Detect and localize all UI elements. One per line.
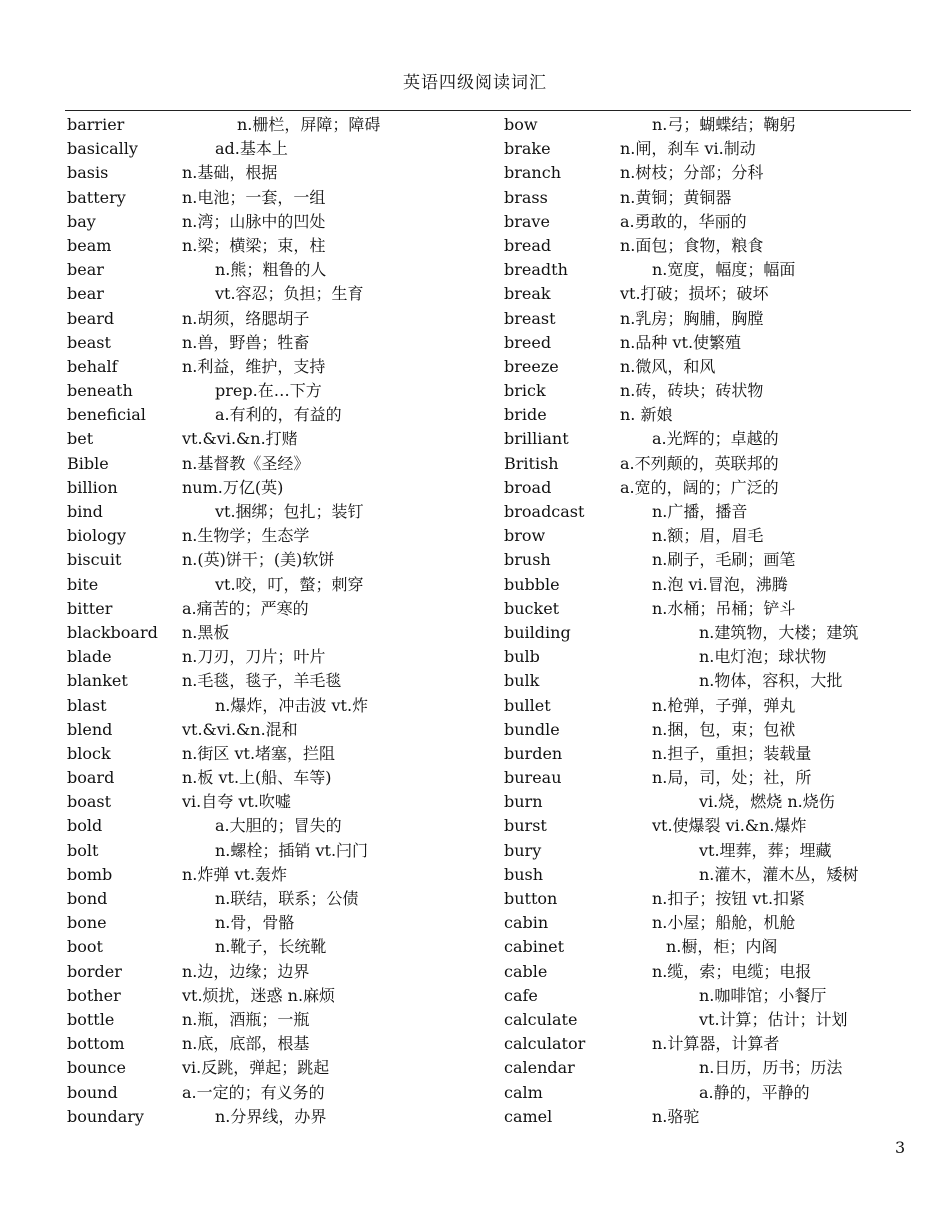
vocab-entry bbox=[504, 887, 914, 911]
vocab-entry bbox=[67, 379, 487, 403]
vocab-entry bbox=[504, 718, 914, 742]
vocab-word: bet bbox=[67, 429, 94, 449]
vocab-definition: n.品种 vt.使繁殖 bbox=[620, 332, 742, 352]
vocab-entry bbox=[504, 814, 914, 838]
vocab-definition: n.额；眉，眉毛 bbox=[652, 526, 764, 546]
vocab-definition: n.黄铜；黄铜器 bbox=[620, 187, 732, 207]
vocab-definition: n.扣子；按钮 vt.扣紧 bbox=[652, 889, 806, 908]
vocab-entry bbox=[504, 307, 914, 331]
vocab-entry bbox=[504, 161, 914, 185]
vocab-definition: vt.捆绑；包扎；装钉 bbox=[215, 502, 364, 521]
vocab-entry bbox=[67, 911, 487, 935]
vocab-word: bulk bbox=[504, 671, 540, 691]
vocab-definition: n.边，边缘；边界 bbox=[182, 961, 310, 981]
vocab-word: calendar bbox=[504, 1058, 575, 1078]
vocab-definition: n.局，司，处；社，所 bbox=[652, 768, 812, 788]
vocab-definition: n.湾；山脉中的凹处 bbox=[182, 211, 326, 231]
vocab-entry bbox=[67, 669, 487, 693]
vocab-word: bone bbox=[67, 913, 107, 933]
vocab-word: cabinet bbox=[504, 937, 565, 957]
vocab-definition: n.瓶，酒瓶；一瓶 bbox=[182, 1009, 310, 1029]
vocab-entry bbox=[504, 839, 914, 863]
vocab-word: brave bbox=[504, 211, 550, 231]
vocab-word: calm bbox=[504, 1082, 543, 1102]
vocab-entry bbox=[67, 161, 487, 185]
vocab-entry bbox=[67, 1008, 487, 1032]
vocab-word: beard bbox=[67, 308, 115, 328]
vocab-entry bbox=[504, 960, 914, 984]
vocab-word: board bbox=[67, 768, 115, 788]
vocab-word: breadth bbox=[504, 260, 568, 280]
vocab-definition: n.捆，包，束；包袱 bbox=[652, 719, 796, 739]
vocab-definition: vi.自夸 vt.吹嘘 bbox=[182, 792, 291, 812]
vocab-definition: a.不列颠的，英联邦的 bbox=[620, 453, 779, 473]
vocab-word: basically bbox=[67, 139, 138, 159]
vocab-definition: n.靴子，长统靴 bbox=[215, 937, 327, 957]
vocab-entry bbox=[504, 500, 914, 524]
vocab-word: blanket bbox=[67, 671, 128, 691]
vocab-definition: vt.计算；估计；计划 bbox=[699, 1009, 848, 1029]
vocab-word: Bible bbox=[67, 453, 109, 473]
vocab-definition: n.缆，索；电缆；电报 bbox=[652, 961, 812, 981]
vocab-word: bucket bbox=[504, 598, 560, 618]
vocab-entry bbox=[504, 476, 914, 500]
vocab-word: cable bbox=[504, 961, 548, 981]
page-title: 英语四级阅读词汇 bbox=[403, 73, 547, 93]
vocab-word: billion bbox=[67, 477, 118, 497]
vocab-word: boast bbox=[67, 792, 112, 812]
vocab-entry bbox=[67, 814, 487, 838]
vocab-word: bow bbox=[504, 115, 538, 134]
vocab-word: bounce bbox=[67, 1058, 126, 1078]
vocab-word: break bbox=[504, 284, 551, 304]
vocab-entry bbox=[67, 427, 487, 451]
vocab-word: bite bbox=[67, 574, 99, 594]
vocab-word: bomb bbox=[67, 864, 113, 884]
vocab-entry bbox=[504, 137, 914, 161]
vocab-definition: vt.容忍；负担；生育 bbox=[215, 284, 364, 304]
vocab-entry bbox=[504, 597, 914, 621]
vocab-definition: a.一定的；有义务的 bbox=[182, 1082, 325, 1102]
vocab-entry bbox=[67, 282, 487, 306]
vocab-word: block bbox=[67, 743, 111, 763]
vocab-word: bottle bbox=[67, 1009, 115, 1029]
vocab-definition: vt.打破；损坏；破坏 bbox=[620, 284, 769, 304]
vocab-definition: n. 新娘 bbox=[620, 405, 673, 425]
vocab-word: beneath bbox=[67, 381, 133, 401]
vocab-entry bbox=[67, 1056, 487, 1080]
vocab-entry bbox=[504, 258, 914, 282]
vocab-definition: num.万亿(英) bbox=[182, 477, 284, 497]
vocab-definition: vi.反跳，弹起；跳起 bbox=[182, 1058, 330, 1078]
vocab-definition: n.闸，刹车 vi.制动 bbox=[620, 139, 756, 159]
vocab-word: border bbox=[67, 961, 122, 981]
vocab-entry bbox=[504, 694, 914, 718]
vocab-entry bbox=[504, 863, 914, 887]
vocab-definition: n.电池；一套，一组 bbox=[182, 187, 326, 207]
vocab-word: bound bbox=[67, 1082, 118, 1102]
vocab-entry bbox=[67, 307, 487, 331]
vocab-word: behalf bbox=[67, 356, 118, 376]
vocab-word: bullet bbox=[504, 695, 551, 715]
vocab-definition: n.咖啡馆；小餐厅 bbox=[699, 985, 827, 1005]
vocab-word: calculate bbox=[504, 1009, 578, 1029]
vocab-word: broad bbox=[504, 477, 552, 497]
vocab-word: British bbox=[504, 453, 559, 473]
vocab-entry bbox=[504, 1008, 914, 1032]
vocab-definition: a.勇敢的，华丽的 bbox=[620, 211, 747, 231]
vocab-word: beast bbox=[67, 332, 111, 352]
vocab-entry bbox=[67, 452, 487, 476]
vocab-entry bbox=[504, 790, 914, 814]
vocab-definition: n.刷子，毛刷；画笔 bbox=[652, 550, 796, 570]
vocab-word: breed bbox=[504, 332, 552, 352]
vocab-entry bbox=[67, 258, 487, 282]
vocab-word: breast bbox=[504, 308, 556, 328]
vocab-definition: n.底，底部，根基 bbox=[182, 1034, 310, 1054]
vocab-entry bbox=[504, 403, 914, 427]
vocab-definition: n.基础，根据 bbox=[182, 163, 278, 183]
vocab-entry bbox=[67, 210, 487, 234]
vocab-entry bbox=[67, 863, 487, 887]
vocab-word: blackboard bbox=[67, 622, 158, 642]
vocab-word: brake bbox=[504, 139, 551, 159]
vocab-word: bride bbox=[504, 405, 547, 425]
vocab-word: calculator bbox=[504, 1034, 586, 1054]
vocab-definition: n.砖，砖块；砖状物 bbox=[620, 381, 764, 401]
vocab-entry bbox=[67, 548, 487, 572]
vocab-definition: n.生物学；生态学 bbox=[182, 526, 310, 546]
vocab-entry bbox=[504, 210, 914, 234]
vocab-entry bbox=[67, 1032, 487, 1056]
vocab-definition: n.计算器，计算者 bbox=[652, 1034, 780, 1054]
vocab-word: bold bbox=[67, 816, 103, 836]
vocab-definition: n.胡须，络腮胡子 bbox=[182, 308, 310, 328]
vocab-definition: n.建筑物，大楼；建筑 bbox=[699, 622, 859, 642]
vocab-definition: n.熊；粗鲁的人 bbox=[215, 260, 327, 280]
vocab-word: boundary bbox=[67, 1106, 144, 1126]
vocab-word: brass bbox=[504, 187, 548, 207]
vocab-definition: n.炸弹 vt.轰炸 bbox=[182, 864, 288, 884]
vocab-word: bind bbox=[67, 502, 103, 521]
vocab-entry bbox=[504, 186, 914, 210]
vocab-entry bbox=[504, 234, 914, 258]
vocab-entry bbox=[504, 548, 914, 572]
vocab-entry bbox=[504, 355, 914, 379]
vocab-definition: a.宽的，阔的；广泛的 bbox=[620, 477, 779, 497]
right-column bbox=[504, 113, 914, 1129]
vocab-entry bbox=[67, 1105, 487, 1129]
vocab-definition: vt.烦扰，迷惑 n.麻烦 bbox=[182, 985, 336, 1005]
vocab-entry bbox=[67, 935, 487, 959]
vocab-word: beneficial bbox=[67, 405, 146, 425]
vocab-entry bbox=[504, 621, 914, 645]
vocab-word: brush bbox=[504, 550, 551, 570]
vocab-entry bbox=[67, 645, 487, 669]
vocab-entry bbox=[67, 403, 487, 427]
vocab-word: bother bbox=[67, 985, 121, 1005]
vocab-entry bbox=[67, 331, 487, 355]
vocab-entry bbox=[67, 742, 487, 766]
vocab-entry bbox=[504, 935, 914, 959]
vocab-definition: ad.基本上 bbox=[215, 139, 288, 159]
vocab-entry bbox=[67, 887, 487, 911]
vocab-entry bbox=[504, 1056, 914, 1080]
vocab-entry bbox=[504, 984, 914, 1008]
vocab-definition: n.树枝；分部；分科 bbox=[620, 163, 764, 183]
vocab-definition: a.有利的，有益的 bbox=[215, 405, 342, 425]
vocab-definition: n.面包；食物，粮食 bbox=[620, 235, 764, 255]
vocab-entry bbox=[67, 234, 487, 258]
vocab-entry bbox=[504, 113, 914, 137]
vocab-word: bulb bbox=[504, 647, 540, 667]
vocab-word: burn bbox=[504, 792, 543, 812]
vocab-word: bury bbox=[504, 840, 542, 860]
vocab-definition: n.水桶；吊桶；铲斗 bbox=[652, 598, 796, 618]
vocab-definition: n.街区 vt.堵塞，拦阻 bbox=[182, 743, 336, 763]
vocab-entry bbox=[504, 1105, 914, 1129]
vocab-word: beam bbox=[67, 235, 112, 255]
vocab-entry bbox=[504, 1032, 914, 1056]
vocab-definition: n.弓；蝴蝶结；鞠躬 bbox=[652, 115, 796, 134]
vocab-definition: n.爆炸，冲击波 vt.炸 bbox=[215, 695, 369, 715]
vocab-definition: n.黑板 bbox=[182, 622, 230, 642]
vocab-definition: n.广播，播音 bbox=[652, 502, 748, 521]
vocab-word: cafe bbox=[504, 985, 538, 1005]
vocab-word: blast bbox=[67, 695, 107, 715]
vocab-word: cabin bbox=[504, 913, 549, 933]
vocab-entry bbox=[504, 427, 914, 451]
vocab-entry bbox=[504, 379, 914, 403]
vocab-entry bbox=[67, 960, 487, 984]
vocab-definition: n.利益，维护，支持 bbox=[182, 356, 326, 376]
vocab-entry bbox=[504, 524, 914, 548]
vocab-word: basis bbox=[67, 163, 109, 183]
vocab-definition: n.电灯泡；球状物 bbox=[699, 647, 827, 667]
vocab-entry bbox=[67, 355, 487, 379]
vocab-entry bbox=[67, 718, 487, 742]
vocab-word: camel bbox=[504, 1106, 553, 1126]
vocab-word: bitter bbox=[67, 598, 113, 618]
vocab-word: bubble bbox=[504, 574, 560, 594]
vocab-definition: n.物体，容积，大批 bbox=[699, 671, 843, 691]
vocab-definition: n.骆驼 bbox=[652, 1106, 700, 1126]
vocab-definition: n.乳房；胸脯，胸膛 bbox=[620, 308, 764, 328]
vocab-definition: n.联结，联系；公债 bbox=[215, 889, 359, 908]
vocab-entry bbox=[67, 186, 487, 210]
vocab-definition: n.小屋；船舱，机舱 bbox=[652, 913, 796, 933]
vocab-definition: a.光辉的；卓越的 bbox=[652, 429, 779, 449]
vocab-word: building bbox=[504, 622, 571, 642]
vocab-entry bbox=[67, 1081, 487, 1105]
vocab-entry bbox=[67, 766, 487, 790]
vocab-entry bbox=[67, 524, 487, 548]
vocab-definition: n.毛毯，毯子，羊毛毯 bbox=[182, 671, 342, 691]
vocab-entry bbox=[67, 694, 487, 718]
vocab-entry bbox=[67, 500, 487, 524]
vocab-entry bbox=[67, 839, 487, 863]
vocab-definition: n.板 vt.上(船、车等) bbox=[182, 768, 332, 788]
vocab-definition: n.刀刃，刀片；叶片 bbox=[182, 647, 326, 667]
vocab-word: bread bbox=[504, 235, 552, 255]
vocab-word: bottom bbox=[67, 1034, 125, 1054]
vocab-entry bbox=[504, 573, 914, 597]
vocab-definition: vt.埋葬，葬；埋藏 bbox=[699, 840, 832, 860]
vocab-definition: n.担子，重担；装载量 bbox=[652, 743, 812, 763]
header-rule bbox=[65, 110, 911, 111]
vocab-entry bbox=[504, 452, 914, 476]
vocab-definition: n.微风，和风 bbox=[620, 356, 716, 376]
vocab-definition: n.兽，野兽；牲畜 bbox=[182, 332, 310, 352]
vocab-definition: n.(英)饼干；(美)软饼 bbox=[182, 550, 335, 570]
vocab-entry bbox=[504, 742, 914, 766]
vocab-word: blend bbox=[67, 719, 113, 739]
left-column bbox=[67, 113, 487, 1129]
vocab-definition: n.螺栓；插销 vt.闩门 bbox=[215, 840, 369, 860]
vocab-definition: n.灌木，灌木丛，矮树 bbox=[699, 864, 859, 884]
vocab-word: battery bbox=[67, 187, 126, 207]
vocab-definition: vt.&vi.&n.打赌 bbox=[182, 429, 298, 449]
vocab-word: biscuit bbox=[67, 550, 122, 570]
vocab-entry bbox=[67, 573, 487, 597]
vocab-entry bbox=[67, 790, 487, 814]
vocab-entry bbox=[67, 113, 487, 137]
vocab-definition: vi.烧，燃烧 n.烧伤 bbox=[699, 792, 835, 812]
vocab-word: burden bbox=[504, 743, 563, 763]
vocab-word: bay bbox=[67, 211, 96, 231]
vocab-entry bbox=[67, 621, 487, 645]
vocab-word: blade bbox=[67, 647, 112, 667]
vocab-word: branch bbox=[504, 163, 561, 183]
vocab-definition: n.泡 vi.冒泡，沸腾 bbox=[652, 574, 788, 594]
vocab-definition: n.梁；横梁；束，柱 bbox=[182, 235, 326, 255]
vocab-definition: vt.使爆裂 vi.&n.爆炸 bbox=[652, 816, 807, 836]
vocab-word: bear bbox=[67, 284, 104, 304]
vocab-word: biology bbox=[67, 526, 127, 546]
vocab-word: bush bbox=[504, 864, 544, 884]
vocab-definition: n.基督教《圣经》 bbox=[182, 453, 310, 473]
vocab-word: brow bbox=[504, 526, 546, 546]
page-number: 3 bbox=[895, 1138, 906, 1157]
vocab-entry bbox=[67, 476, 487, 500]
vocab-entry bbox=[504, 331, 914, 355]
vocab-definition: n.宽度，幅度；幅面 bbox=[652, 260, 796, 280]
vocab-entry bbox=[504, 1081, 914, 1105]
vocab-word: bond bbox=[67, 889, 108, 908]
vocab-definition: prep.在…下方 bbox=[215, 381, 322, 401]
vocab-word: brick bbox=[504, 381, 546, 401]
vocab-entry bbox=[504, 911, 914, 935]
vocab-entry bbox=[504, 669, 914, 693]
vocab-word: barrier bbox=[67, 115, 125, 134]
vocab-entry bbox=[67, 597, 487, 621]
vocab-definition: n.分界线，办界 bbox=[215, 1106, 327, 1126]
vocab-word: brilliant bbox=[504, 429, 569, 449]
vocab-entry bbox=[504, 282, 914, 306]
vocab-word: burst bbox=[504, 816, 547, 836]
vocab-word: boot bbox=[67, 937, 103, 957]
vocab-word: button bbox=[504, 889, 558, 908]
vocab-definition: n.日历，历书；历法 bbox=[699, 1058, 843, 1078]
vocab-word: breeze bbox=[504, 356, 559, 376]
vocab-definition: n.栅栏，屏障；障碍 bbox=[237, 115, 381, 134]
vocab-definition: n.橱，柜；内阁 bbox=[666, 937, 778, 957]
vocab-definition: vt.咬，叮，螫；刺穿 bbox=[215, 574, 364, 594]
vocab-entry bbox=[67, 984, 487, 1008]
vocab-word: bolt bbox=[67, 840, 99, 860]
vocab-definition: n.骨，骨骼 bbox=[215, 913, 295, 933]
vocab-entry bbox=[67, 137, 487, 161]
vocab-definition: vt.&vi.&n.混和 bbox=[182, 719, 298, 739]
vocab-definition: n.枪弹，子弹，弹丸 bbox=[652, 695, 796, 715]
vocab-entry bbox=[504, 766, 914, 790]
vocab-word: bureau bbox=[504, 768, 562, 788]
vocab-word: broadcast bbox=[504, 502, 585, 521]
vocab-definition: a.静的，平静的 bbox=[699, 1082, 810, 1102]
vocab-definition: a.痛苦的；严寒的 bbox=[182, 598, 309, 618]
vocab-word: bundle bbox=[504, 719, 560, 739]
vocab-definition: a.大胆的；冒失的 bbox=[215, 816, 342, 836]
vocab-entry bbox=[504, 645, 914, 669]
vocab-word: bear bbox=[67, 260, 104, 280]
